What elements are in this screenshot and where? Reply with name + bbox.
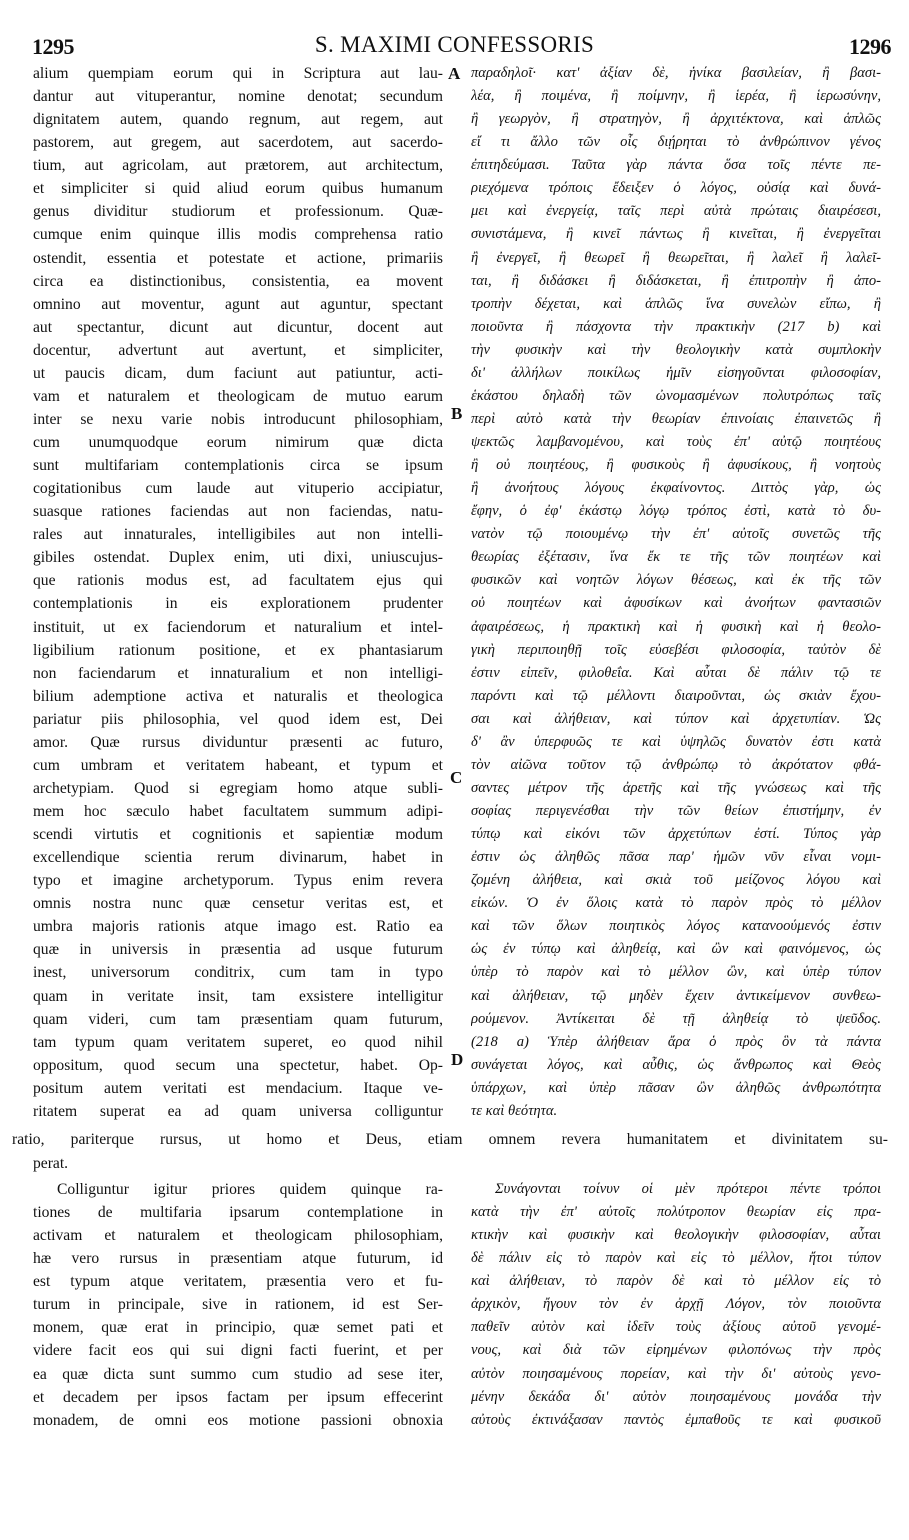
text-line: videre facit eos qui sui digni facti fuerint, et per (33, 1342, 443, 1360)
text-line: μένην δεκάδα δι' αὐτὸν ποιησαμένους μονάδα τὴν (471, 1388, 881, 1405)
text-line: ται, ἢ διδάσκει ἢ διδάσκεται, ἢ ἐπιτροπὴν ἢ ἀπο- (471, 272, 881, 289)
text-line: ἐπιτηδεύμασι. Ταῦτα γὰρ πάντα ὅσα τοῖς πέντε πε- (471, 157, 881, 174)
section-marker-c: C (450, 768, 463, 787)
text-line: καὶ ἀλήθειαν, τὸ παρὸν δὲ καὶ τὸ μέλλον εἰς τὸ (471, 1273, 881, 1290)
text-line: mem hoc sæculo habet facultatem summum adipi- (33, 803, 443, 820)
text-line: excellendique scientia rerum divinarum, habet in (33, 849, 443, 867)
text-line: ἔφην, ὁ ἐφ' ἑκάστῳ λόγῳ τρόπος ἐστὶ, κατὰ τὸ δυ- (471, 503, 881, 520)
text-line: inest, universorum conditrix, cum tam in typo (33, 964, 443, 982)
text-line: quam videri, cum tam præsentiam quam futurum, (33, 1010, 443, 1028)
text-line: ἢ ἐνεργεῖ, ἢ θεωρεῖ ἢ θεωρεῖται, ἢ λαλεῖ ἢ λαλεῖ- (471, 249, 881, 266)
text-line: instituit, ut ex faciendorum et naturalium et intel- (33, 618, 443, 636)
text-line: monem, quæ erat in principio, quæ semet pati et (33, 1319, 443, 1337)
text-line: ἐστιν εἰπεῖν, φιλοθεΐα. Καὶ αὗται δὲ πάλιν τῷ τε (471, 664, 881, 681)
text-line: hæ vero rursus in præsentiam atque futurum, id (33, 1250, 443, 1268)
text-line: oppositum, quod secum una spectetur, habet. Op- (33, 1056, 443, 1074)
text-line: σοφίας περιγενέσθαι τὴν τῶν θείων ἐπιστήμην, ἐν (471, 803, 881, 819)
text-line: θεωρίας ἐξέτασιν, ἵνα ἔκ τε τῆς τῶν ποιητέων καὶ (471, 549, 881, 566)
text-line: Συνάγονται τοίνυν οἱ μὲν πρότεροι πέντε τρόποι (495, 1181, 881, 1197)
text-line: pastorem, aut gregem, aut sacerdotem, aut sacerdo- (33, 134, 443, 152)
text-line: gibiles ostendat. Duplex enim, uti dixi, uniuscujus- (33, 549, 443, 567)
text-line: genus dividitur studiorum et professionum. Quæ- (33, 203, 443, 221)
text-line: ριεχόμενα τρόποις ἔδειξεν ὁ λόγος, οὐσίᾳ καὶ δυνά- (471, 180, 881, 197)
text-line: κατὰ τὴν ἐπ' αὐτοῖς πολύτροπον θεωρίαν εἰς πρα- (471, 1204, 881, 1221)
text-line: omnino aut moventur, agunt aut aguntur, spectant (33, 295, 443, 313)
text-line: ὑπάρχων, καὶ ὑπὲρ πᾶσαν ὢν ἀληθῶς ἀνθρωπότητα (471, 1079, 881, 1096)
text-line: est typum atque veritatem, præsentia vero et fu- (33, 1273, 443, 1291)
text-line: cogitationibus cum laude aut vituperio accipiatur, (33, 480, 443, 498)
text-line: ut paucis dicam, dum faciunt aut patiuntur, acti- (33, 364, 443, 382)
text-line: dantur aut vituperantur, nomine denotat; secundum (33, 88, 443, 106)
text-line: archetypiam. Quod si egregiam homo atque subli- (33, 779, 443, 797)
text-line: pariatur piis philosophia, vel quod idem est, Dei (33, 710, 443, 728)
text-line: ἢ οὐ ποιητέους, ἢ φυσικοὺς ἢ ἀφυσίκους, ἢ νοητοὺς (471, 457, 881, 474)
text-line: ρούμενον. Ἀντίκειται δὲ τῇ ἀληθείᾳ τὸ ψεῦδος. (471, 1010, 881, 1027)
text-line: cum umbram et veritatem habeant, et typum et (33, 756, 443, 774)
text-line: νους, καὶ διὰ τῶν εἰρημένων φιλοπόνως τὴν πρὸς (471, 1342, 881, 1359)
section-marker-b: B (451, 404, 463, 423)
text-line: ἑκάστου δηλαδὴ τῶν ὠνομασμένων πολυτρόπως ταῖς (471, 387, 881, 404)
text-line: circa ea distinctionibus, consistentia, ea movent (33, 272, 443, 290)
text-line: ποιοῦντα ἢ πάσχοντα τὴν πρακτικὴν (217 b) καὶ (471, 318, 881, 335)
text-line: sunt multifariam contemplationis circa se ipsum (33, 457, 443, 475)
text-line: omnis nostra nunc quæ censetur veritas est, et (33, 895, 443, 913)
spanning-line: ratio, pariterque rursus, ut homo et Deus, etiam omnem revera humanitatem et divinitatem su- (12, 1131, 888, 1148)
text-line: τὸν αἰῶνα τοῦτον τῷ ἀνθρώπῳ τὸ ἀκρότατον φθά- (471, 756, 881, 773)
text-line: que rationis modus est, ad facultatem ejus qui (33, 572, 443, 590)
text-line: bilium ademptione activa et naturalis et theologica (33, 687, 443, 705)
text-line: τε καὶ θεότητα. (471, 1102, 558, 1119)
text-line: suasque rationes faciendas aut non faciendas, natu- (33, 503, 443, 521)
text-line: et decadem per ipsos factam per ipsum effecerint (33, 1388, 443, 1406)
text-line: contemplationis in eis explorationem prudenter (33, 595, 443, 613)
greek-column-top (471, 62, 881, 1124)
text-line: tiones de multifaria ipsarum contemplatione in (33, 1204, 443, 1222)
text-line: umbra majoris rationis atque imago est. Ratio ea (33, 918, 443, 936)
text-line: cumque enim quinque illis modis comprehensa ratio (33, 226, 443, 244)
text-line: inter se nexu varie nobis introducunt philosophiam, (33, 410, 443, 428)
text-line: σαι καὶ ἀλήθειαν, καὶ τύπον καὶ ἀρχετυπίαν. Ὡς (471, 710, 881, 727)
text-line: amor. Quæ rursus dividuntur præsenti ac futuro, (33, 733, 443, 751)
section-marker-d: D (451, 1050, 464, 1069)
text-line: dignitatem autem, quando regnum, aut regem, aut (33, 111, 443, 129)
text-line: τροπὴν δέχεται, καὶ ἁπλῶς ἵνα συνελὼν εἴπω, ἢ (471, 295, 881, 312)
text-line: positum autem veritati est mendacium. Itaque ve- (33, 1079, 443, 1097)
text-line: ἀρχικὸν, ἤγουν τὸν ἐν ἀρχῇ Λόγον, τὸν ποιοῦντα (471, 1296, 881, 1313)
text-line: quæ in universis in præsentia ad usque futurum (33, 941, 443, 959)
text-line: δ' ἂν ὑπερφυῶς τε καὶ ὑψηλῶς δυνατὸν ἐστι κατὰ (471, 733, 881, 750)
text-line: κτικὴν καὶ φυσικὴν καὶ θεολογικὴν φιλοσοφίαν, αὗται (471, 1227, 881, 1244)
text-line: παρόντι καὶ τῷ μέλλοντι διαιροῦνται, ὡς σκιὰν ἔχου- (471, 687, 881, 704)
text-line: δι' ἀλλήλων ποικίλως ἡμῖν εἰσηγοῦνται φιλοσοφίαν, (471, 364, 881, 381)
latin-column-top (33, 62, 443, 1124)
text-line: turum in principale, sive in rationem, id est Ser- (33, 1296, 443, 1314)
text-line: tam typum quam veritatem superet, eo quod nihil (33, 1033, 443, 1051)
text-line: docentur, advertunt aut avertunt, et simpliciter, (33, 341, 443, 359)
text-line: ligibilium rationum positione, et ex phantasiarum (33, 641, 443, 659)
text-line: monadem, de omni eos motione passioni obnoxia (33, 1411, 443, 1429)
text-line: νατὸν τῷ ποιουμένῳ τὴν ἐπ' αὐτοῖς συνετῶς τῆς (471, 526, 881, 543)
text-line: δὲ πάλιν εἰς τὸ παρὸν καὶ εἰς τὸ μέλλον, ἤτοι τύπον (471, 1250, 881, 1267)
text-line: φυσικῶν καὶ νοητῶν λόγων θέσεως, καὶ ἐκ τῆς τῶν (471, 572, 881, 589)
text-line: cum unumquodque eorum nimirum quæ dicta (33, 434, 443, 451)
text-line: rales aut innaturales, intelligibiles aut non intelli- (33, 526, 443, 544)
text-line: παθεῖν αὐτὸν καὶ ἰδεῖν τοὺς ἀξίους αὐτοῦ γενομέ- (471, 1319, 881, 1336)
text-line: typo et imagine archetyporum. Typus enim revera (33, 872, 443, 890)
text-line: λέα, ἢ ποιμένα, ἢ ποίμνην, ἢ ἱερέα, ἢ ἱερωσύνην, (471, 88, 881, 105)
text-line: συνάγεται λόγος, καὶ αὖθις, ὡς ἄνθρωπος καὶ Θεὸς (471, 1056, 881, 1073)
text-line: τύπῳ καὶ εἰκόνι τῶν ἀρχετύπων ἐστί. Τύπος γὰρ (471, 826, 881, 843)
text-line: μει καὶ ἐνεργείᾳ, ταῖς περὶ αὐτὰ πρώταις διαιρέσεσι, (471, 203, 881, 220)
text-line: περὶ αὐτὸ κατὰ τὴν θεωρίαν ἐπινοίαις ἐπαινετῶς ἢ (471, 410, 881, 427)
text-line: ζομένη ἀλήθεια, καὶ σκιὰ τοῦ μείζονος λόγου καὶ (471, 872, 881, 889)
text-line: non faciendarum et innaturalium et non intelligi- (33, 664, 443, 682)
text-line: ostendit, essentia et potestate et actione, primariis (33, 249, 443, 267)
greek-column-bottom (471, 1178, 881, 1440)
text-line: ὡς ἐν τύπῳ καὶ ἀληθείᾳ, καὶ ὢν καὶ φαινόμενος, ὡς (471, 941, 881, 958)
text-line: et simpliciter si quid aliud eorum quibus humanum (33, 180, 443, 198)
page-number-right: 1296 (849, 34, 891, 59)
text-line: Colliguntur igitur priores quidem quinque ra- (57, 1181, 443, 1198)
text-line: καὶ ἀλήθειαν, τῷ μηδὲν ἔχειν ἀντικείμενον συνθεω- (471, 987, 881, 1004)
text-line: ὑπὲρ τὸ παρὸν καὶ τὸ μέλλον ὢν, καὶ ὑπὲρ τύπον (471, 964, 881, 981)
text-line: γικὴ περιποιηθῇ τοῖς εὐσεβέσι φιλοσοφία, ταὐτὸν δὲ (471, 641, 881, 658)
text-line: παραδηλοῖ· κατ' ἀξίαν δὲ, ἡνίκα βασιλείαν, ἢ βασι- (471, 65, 881, 81)
text-line: perat. (33, 1155, 69, 1172)
text-line: καὶ τῶν ὅλων ποιητικὸς λόγος κατανοούμενός ἐστιν (471, 918, 881, 935)
text-line: vam et naturalem et theologicam de mutuo earum (33, 387, 443, 405)
text-line: aut spectantur, dicunt aut dicuntur, docent aut (33, 318, 443, 336)
text-line: εἰκών. Ὁ ἐν ὅλοις κατὰ τὸ παρὸν πρὸς τὸ μέλλον (471, 895, 881, 912)
text-line: activam et naturalem et theologicam philosophiam, (33, 1227, 443, 1245)
text-line: ἐστιν ὡς ἀληθῶς πᾶσα παρ' ἡμῶν νῦν εἶναι νομι- (471, 849, 881, 866)
text-line: αὐτοὺς ἐκτινάξασαν παντὸς ἐμπαθοῦς τε καὶ φυσικοῦ (471, 1411, 881, 1428)
text-line: quam in veritate insit, tam exsistere intelligitur (33, 987, 443, 1005)
text-line: αὐτὸν ποιησαμένους πορείαν, καὶ τὴν δι' αὐτοὺς γενο- (471, 1365, 881, 1382)
text-line: ritatem superat ea ad quam universa colliguntur (33, 1102, 443, 1120)
text-line: εἴ τι ἄλλο τῶν οἷς διῄρηται τὸ ἀνθρώπινον γένος (471, 134, 881, 151)
text-line: ea quæ dicta sunt summo cum studio ad sese iter, (33, 1365, 443, 1383)
page-number-left: 1295 (32, 34, 74, 59)
text-line: scendi virtutis et cognitionis et sapientiæ modum (33, 826, 443, 844)
latin-column-bottom (33, 1178, 443, 1440)
section-marker-a: A (448, 64, 461, 83)
latin-perat (33, 1152, 443, 1176)
text-line: τὴν φυσικὴν καὶ τὴν θεολογικὴν κατὰ συμπλοκὴν (471, 341, 881, 358)
text-line: συνιστάμενα, ἢ κινεῖ πάντως ἢ κινεῖται, ἢ ἐνεργεῖται (471, 226, 881, 243)
text-line: ἀφαιρέσεως, ἡ πρακτικὴ καὶ ἡ φυσικὴ καὶ ἡ θεολο- (471, 618, 881, 635)
text-line: ἢ ἀνοήτους λόγους ἐκφαίνοντος. Διττὸς γὰρ, ὡς (471, 480, 881, 497)
text-line: ἢ γεωργὸν, ἢ στρατηγὸν, ἢ ἀρχιτέκτονα, καὶ ἁπλῶς (471, 111, 881, 128)
text-line: ψεκτῶς λαμβανομένου, καὶ τοὺς ἐπ' αὐτῷ ποιητέους (471, 434, 881, 450)
running-title: S. MAXIMI CONFESSORIS (314, 32, 595, 57)
text-line: σαντες μέτρον τῆς ἀρετῆς καὶ τῆς γνώσεως καὶ τῆς (471, 779, 881, 796)
text-line: tium, aut agricolam, aut prætorem, aut architectum, (33, 157, 443, 175)
text-line: alium quempiam eorum qui in Scriptura aut lau- (33, 65, 443, 82)
text-line: (218 a) Ὑπὲρ ἀλήθειαν ἄρα ὁ πρὸς ὃν τὰ πάντα (471, 1033, 881, 1050)
text-line: οὐ ποιητέων καὶ ἀφυσίκων καὶ ἀνοήτων φαντασιῶν (471, 595, 881, 612)
